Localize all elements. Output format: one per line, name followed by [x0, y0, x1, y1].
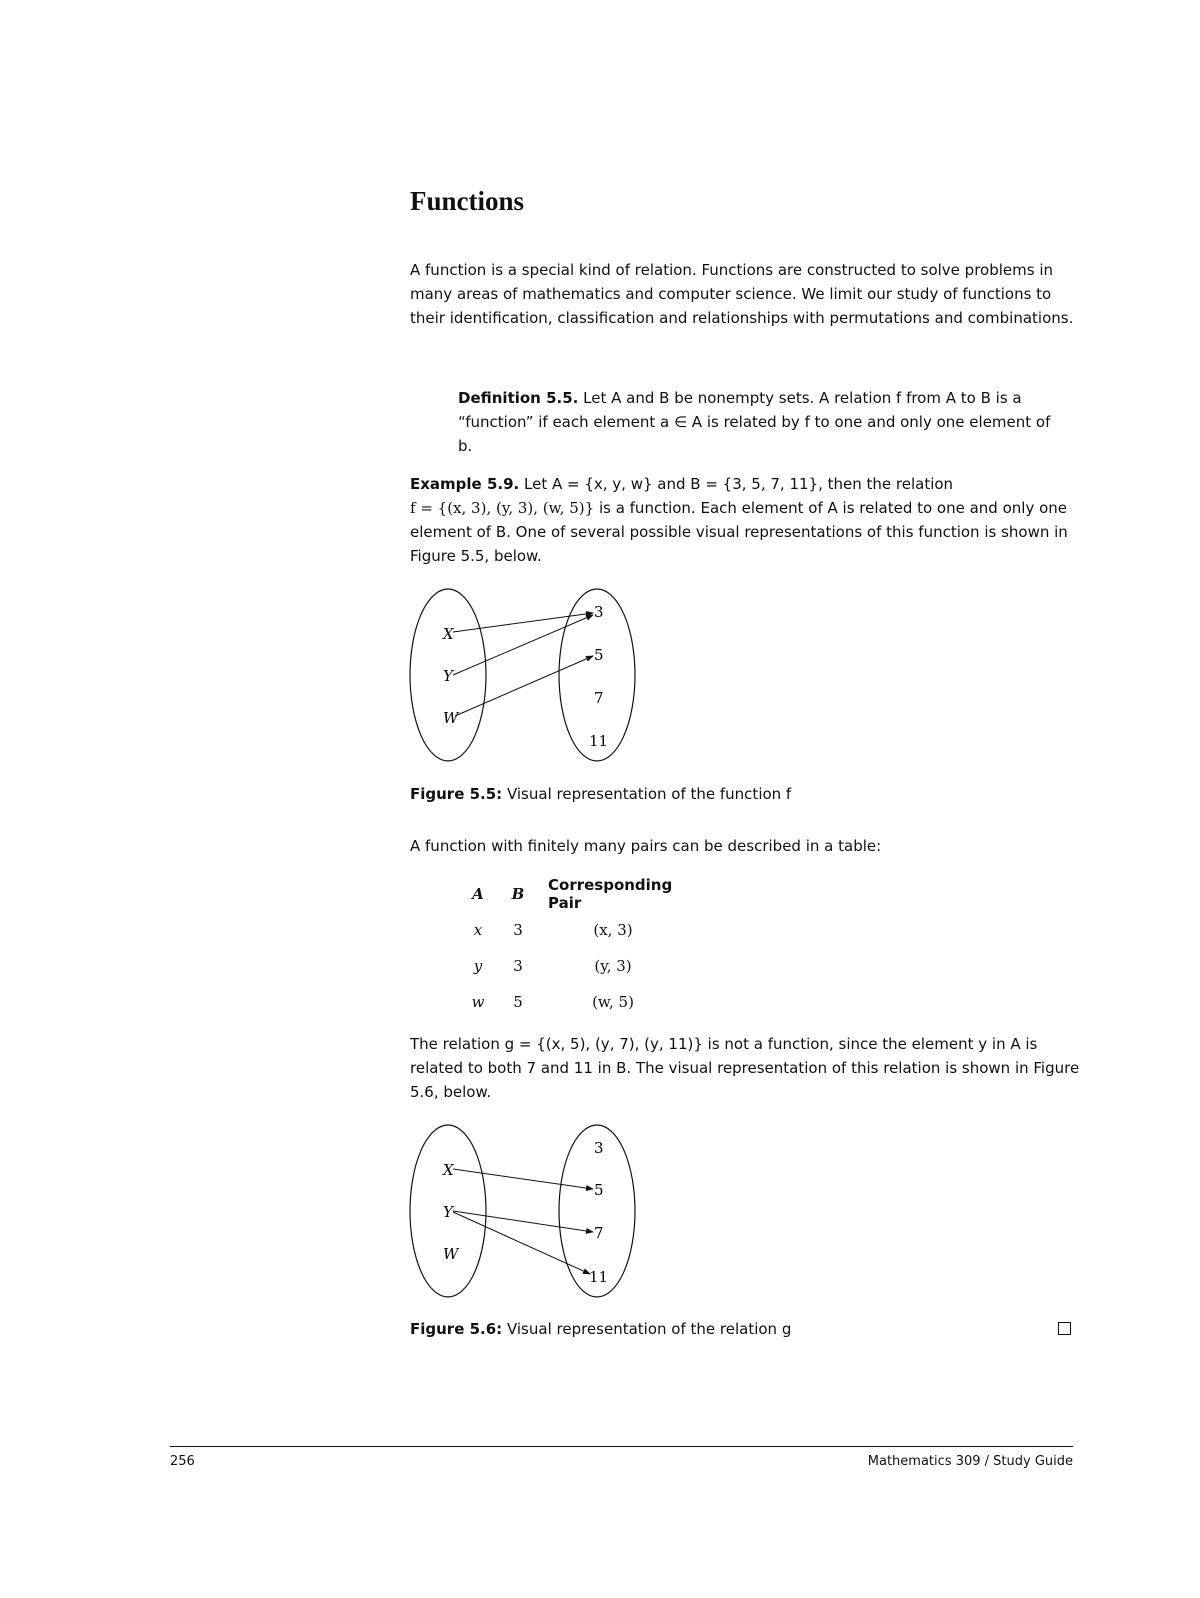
figure-5-6-caption-label: Figure 5.6:	[410, 1320, 503, 1338]
example-5-9	[410, 472, 1082, 568]
codomain-label-5: 5	[594, 646, 604, 664]
example-function-set: f = {(x, 3), (y, 3), (w, 5)}	[410, 499, 595, 517]
table-row	[458, 912, 688, 948]
codomain-label-7: 7	[594, 1224, 604, 1242]
figure-5-6-caption	[410, 1320, 791, 1338]
table-cell: (x, 3)	[593, 921, 633, 939]
footer-rule	[170, 1446, 1073, 1447]
correspondence-table	[458, 876, 688, 1020]
table-header-b: B	[511, 885, 525, 903]
end-of-proof-square	[1058, 1322, 1071, 1335]
figure-5-6-caption-text: Visual representation of the relation g	[506, 1320, 792, 1338]
codomain-label-3: 3	[594, 603, 604, 621]
table-cell: 3	[513, 921, 523, 939]
table-row	[458, 948, 688, 984]
figure-5-5-caption	[410, 785, 791, 803]
arrow-x-to-5	[453, 1169, 593, 1189]
figure-5-6-diagram	[405, 1120, 645, 1304]
table-header-pair: Corresponding Pair	[548, 876, 673, 912]
domain-label-y: Y	[443, 1203, 453, 1221]
intro-paragraph: A function is a special kind of relation. Functions are constructed to solve problems in many areas of mathematics and computer science. We limit our study of functions to their identification, classification and relationships with permutations and combinations.	[410, 261, 1074, 327]
table-header-row	[458, 876, 688, 912]
arrow-x-to-3	[453, 613, 593, 632]
table-cell: w	[471, 993, 485, 1011]
example-body: is a function. Each element of A is related to one and only one element of B. One of several possible visual representations of this function is shown in Figure 5.5, below.	[410, 499, 1068, 565]
table-cell: y	[473, 957, 483, 975]
table-cell: 3	[513, 957, 523, 975]
domain-label-w: W	[443, 709, 459, 727]
example-label: Example 5.9.	[410, 475, 520, 493]
domain-label-y: Y	[443, 667, 453, 685]
codomain-label-7: 7	[594, 689, 604, 707]
table-cell: 5	[513, 993, 523, 1011]
arrow-y-to-3	[453, 615, 593, 675]
running-footer-title: Mathematics 309 / Study Guide	[867, 1454, 1073, 1469]
table-cell: (w, 5)	[592, 993, 634, 1011]
table-header-a: A	[472, 885, 484, 903]
domain-label-x: X	[443, 625, 454, 643]
codomain-label-3: 3	[594, 1139, 604, 1157]
table-row	[458, 984, 688, 1020]
domain-label-w: W	[443, 1245, 459, 1263]
page-title: Functions	[410, 186, 525, 216]
table-cell: (y, 3)	[594, 957, 632, 975]
relation-g-paragraph: The relation g = {(x, 5), (y, 7), (y, 11)} is not a function, since the element y in A is related to both 7 and 11 in B. The visual representation of this relation is shown in Figure 5.6, below.	[410, 1035, 1080, 1101]
codomain-label-5: 5	[594, 1181, 604, 1199]
example-line1: Let A = {x, y, w} and B = {3, 5, 7, 11}, then the relation	[524, 475, 954, 493]
page-number: 256	[170, 1454, 195, 1469]
table-cell: x	[473, 921, 483, 939]
figure-5-5-diagram	[405, 586, 645, 766]
figure-5-5-caption-label: Figure 5.5:	[410, 785, 503, 803]
figure-5-5-caption-text: Visual representation of the function f	[506, 785, 792, 803]
definition-label: Definition 5.5.	[458, 389, 579, 407]
table-intro: A function with finitely many pairs can be described in a table:	[410, 837, 882, 855]
definition-text: Let A and B be nonempty sets. A relation f from A to B is a “function” if each element a ∈ A is related by f to one and only one element of b.	[458, 389, 1051, 455]
codomain-label-11: 11	[589, 732, 609, 750]
codomain-label-11: 11	[589, 1268, 609, 1286]
definition-5-5	[458, 386, 1058, 458]
domain-label-x: X	[443, 1161, 454, 1179]
